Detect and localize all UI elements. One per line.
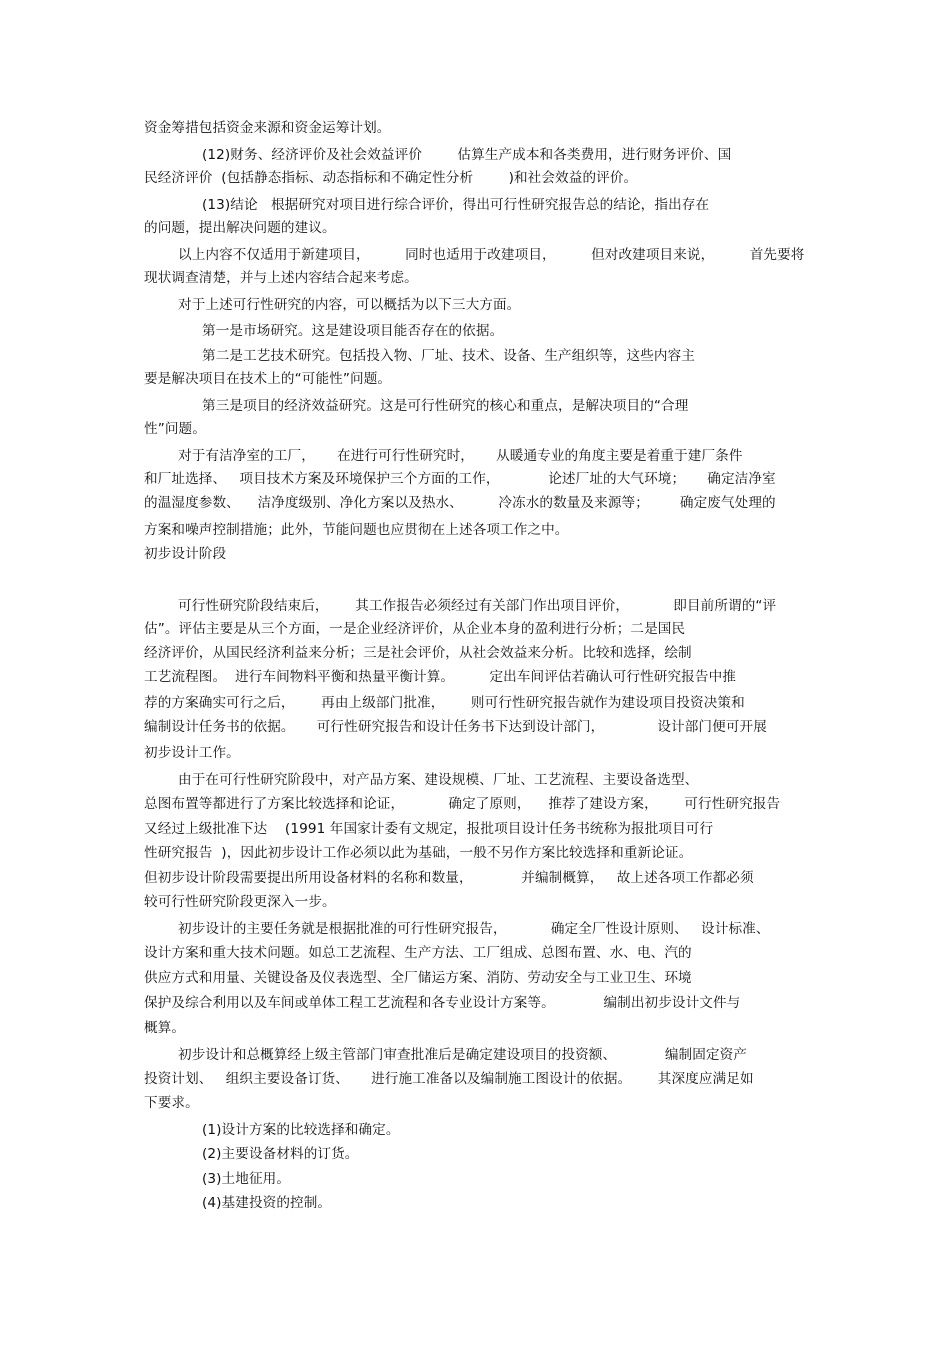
list-item: (4)基建投资的控制。 xyxy=(202,1195,332,1211)
text-line: 资金筹措包括资金来源和资金运筹计划。 xyxy=(144,120,391,136)
text-line: 第二是工艺技术研究。包括投入物、厂址、技术、设备、生产组织等，这些内容主 xyxy=(202,348,695,364)
text-line: 性研究报告 )，因此初步设计工作必须以此为基础，一般不另作方案比较选择和重新论证。 xyxy=(144,845,693,861)
text-line: 第一是市场研究。这是建设项目能否存在的依据。 xyxy=(202,323,504,339)
text-line: 较可行性研究阶段更深入一步。 xyxy=(144,894,336,910)
text-line: 工艺流程图。 进行车间物料平衡和热量平衡计算。 定出车间评估若确认可行性研究报告中推 xyxy=(144,669,736,685)
text-line: 的问题，提出解决问题的建议。 xyxy=(144,220,336,236)
text-line: 民经济评价 (包括静态指标、动态指标和不确定性分析 )和社会效益的评价。 xyxy=(144,170,638,186)
text-line: 供应方式和用量、关键设备及仪表选型、全厂储运方案、消防、劳动安全与工业卫生、环境 xyxy=(144,970,692,986)
text-line: 对于上述可行性研究的内容，可以概括为以下三大方面。 xyxy=(178,297,521,313)
text-line: 又经过上级批准下达 (1991 年国家计委有文规定，报批项目设计任务书统称为报批项目可行 xyxy=(144,821,714,837)
text-line: 性”问题。 xyxy=(144,421,206,437)
text-line: 下要求。 xyxy=(144,1095,199,1111)
text-line: 荐的方案确实可行之后， 再由上级部门批准， 则可行性研究报告就作为建设项目投资决策和 xyxy=(144,695,745,711)
text-line: 编制设计任务书的依据。 可行性研究报告和设计任务书下达到设计部门， 设计部门便可开展 xyxy=(144,719,767,735)
text-line: 初步设计工作。 xyxy=(144,745,240,761)
list-item: (2)主要设备材料的订货。 xyxy=(202,1146,359,1162)
text-line: 方案和噪声控制措施；此外，节能问题也应贯彻在上述各项工作之中。 xyxy=(144,522,569,538)
text-line: 第三是项目的经济效益研究。这是可行性研究的核心和重点，是解决项目的“合理 xyxy=(202,398,689,414)
text-line: 可行性研究阶段结束后， 其工作报告必须经过有关部门作出项目评价， 即目前所谓的“评 xyxy=(178,598,777,614)
text-line: 概算。 xyxy=(144,1020,186,1036)
list-item: (3)土地征用。 xyxy=(202,1171,291,1187)
text-line: 投资计划、 组织主要设备订货、 进行施工准备以及编制施工图设计的依据。 其深度应满足如 xyxy=(144,1071,754,1087)
text-line: (13)结论 根据研究对项目进行综合评价，得出可行性研究报告总的结论，指出存在 xyxy=(202,197,710,213)
text-line: 要是解决项目在技术上的“可能性”问题。 xyxy=(144,371,392,387)
text-line: 总图布置等都进行了方案比较选择和论证， 确定了原则， 推荐了建设方案， 可行性研究报告 xyxy=(144,796,781,812)
text-line: 现状调查清楚，并与上述内容结合起来考虑。 xyxy=(144,270,418,286)
text-line: 的温湿度参数、 洁净度级别、净化方案以及热水、 冷冻水的数量及来源等； 确定废气处理的 xyxy=(144,495,776,511)
text-line: 初步设计的主要任务就是根据批准的可行性研究报告， 确定全厂性设计原则、 设计标准、 xyxy=(178,921,770,937)
text-line: 但初步设计阶段需要提出所用设备材料的名称和数量， 并编制概算， 故上述各项工作都必须 xyxy=(144,870,754,886)
text-line: 保护及综合利用以及车间或单体工程工艺流程和各专业设计方案等。 编制出初步设计文件与 xyxy=(144,995,741,1011)
text-line: 估”。评估主要是从三个方面，一是企业经济评价，从企业本身的盈利进行分析；二是国民 xyxy=(144,621,686,637)
text-line: 初步设计和总概算经上级主管部门审查批准后是确定建设项目的投资额、 编制固定资产 xyxy=(178,1047,747,1063)
text-line: 对于有洁净室的工厂， 在进行可行性研究时， 从暖通专业的角度主要是着重于建厂条件 xyxy=(178,448,743,464)
list-item: (1)设计方案的比较选择和确定。 xyxy=(202,1122,400,1138)
text-line: 由于在可行性研究阶段中，对产品方案、建设规模、厂址、工艺流程、主要设备选型、 xyxy=(178,772,699,788)
text-line: 设计方案和重大技术问题。如总工艺流程、生产方法、工厂组成、总图布置、水、电、汽的 xyxy=(144,945,692,961)
text-line: 经济评价，从国民经济利益来分析；三是社会评价，从社会效益来分析。比较和选择，绘制 xyxy=(144,645,692,661)
text-line: 和厂址选择、 项目技术方案及环境保护三个方面的工作， 论述厂址的大气环境； 确定洁净室 xyxy=(144,471,776,487)
section-heading: 初步设计阶段 xyxy=(144,546,227,562)
text-line: 以上内容不仅适用于新建项目， 同时也适用于改建项目， 但对改建项目来说， 首先要将 xyxy=(178,247,805,263)
text-line: (12)财务、经济评价及社会效益评价 估算生产成本和各类费用，进行财务评价、国 xyxy=(202,147,732,163)
